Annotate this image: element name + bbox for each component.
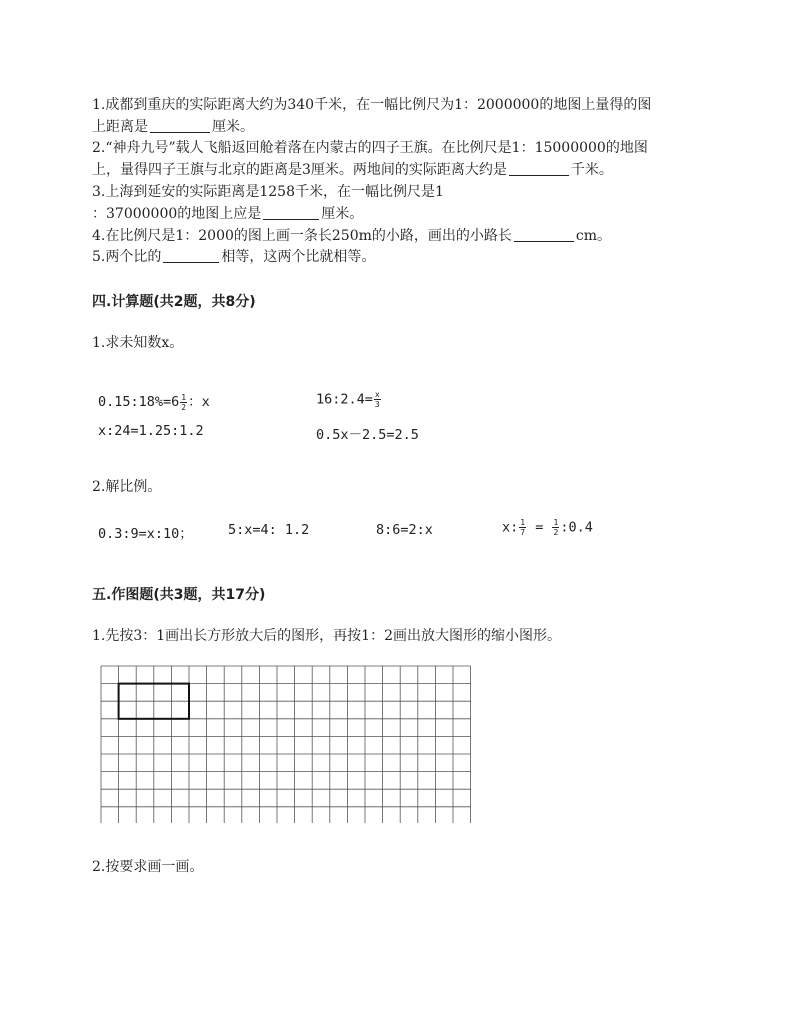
- fraction: [180, 393, 187, 412]
- q5-2-text: 2.按要求画一画。: [92, 859, 204, 875]
- proportion-4-text: x:: [502, 519, 519, 536]
- drawing-grid[interactable]: [100, 665, 474, 823]
- section-heading-calc: 四.计算题(共2题，共8分): [92, 294, 256, 310]
- q3-5-prefix: 5.两个比的: [92, 249, 162, 265]
- equation-2-text: 16:2.4=: [316, 391, 373, 408]
- q3-3-line1: 3.上海到延安的实际距离是1258千米，在一幅比例尺是1: [92, 184, 444, 200]
- fraction-numerator: x: [374, 390, 380, 399]
- answer-blank[interactable]: [163, 248, 219, 263]
- q3-2-suffix: 千米。: [570, 162, 613, 178]
- proportion-1: 0.3:9=x:10；: [98, 526, 193, 542]
- q4-2-title: 2.解比例。: [92, 479, 162, 495]
- equation-1-tail: ：x: [188, 394, 210, 410]
- answer-blank[interactable]: [263, 205, 319, 220]
- equals-sign: =: [527, 519, 552, 536]
- fraction-denominator: 7: [520, 528, 526, 537]
- q3-1-suffix: 厘米。: [212, 119, 254, 135]
- equation-1: [98, 390, 210, 412]
- q3-5-line: [92, 248, 375, 266]
- fraction: [519, 518, 526, 537]
- q3-2-prefix: 上，量得四子王旗与北京的距离是3厘米。两地间的实际距离大约是: [92, 162, 507, 178]
- answer-blank[interactable]: [514, 227, 574, 242]
- section-heading-drawing: 五.作图题(共3题，共17分): [92, 587, 266, 603]
- proportion-4-tail: :0.4: [560, 519, 593, 536]
- equation-1-text: 0.15:18%=6: [98, 394, 180, 410]
- equation-3: x:24=1.25:1.2: [98, 423, 204, 439]
- q4-1-title: 1.求未知数x。: [92, 335, 184, 351]
- q3-2-line2: [92, 161, 613, 179]
- grid-lines: [101, 666, 471, 823]
- q3-3-prefix: ：37000000的地图上应是: [92, 206, 262, 222]
- proportion-2: 5:x=4: 1.2: [228, 522, 310, 538]
- fraction-denominator: 2: [553, 528, 559, 537]
- fraction-numerator: 1: [553, 518, 559, 527]
- fraction-numerator: 1: [520, 518, 526, 527]
- q3-3-line2: [92, 205, 363, 223]
- q3-3-suffix: 厘米。: [321, 206, 364, 222]
- proportion-3: 8:6=2:x: [376, 522, 433, 538]
- q3-1-prefix: 上距离是: [92, 119, 148, 135]
- fraction-numerator: 1: [181, 392, 187, 402]
- q3-4-prefix: 4.在比例尺是1：2000的图上画一条长250m的小路，画出的小路长: [92, 228, 512, 244]
- q5-1-text: 1.先按3：1画出长方形放大后的图形，再按1：2画出放大图形的缩小图形。: [92, 628, 561, 644]
- answer-blank[interactable]: [509, 161, 569, 176]
- q3-2-line1: 2.“神舟九号”载人飞船返回舱着落在内蒙古的四子王旗。在比例尺是1：15000000的地图: [92, 140, 648, 156]
- q3-5-suffix: 相等，这两个比就相等。: [221, 249, 376, 265]
- fraction-denominator: 3: [374, 400, 380, 409]
- equation-4: 0.5x－2.5=2.5: [316, 427, 419, 443]
- fraction: [552, 518, 559, 537]
- equation-2: [316, 390, 382, 409]
- q3-1-line1: 1.成都到重庆的实际距离大约为340千米，在一幅比例尺为1：2000000的地图上量得的图: [92, 97, 652, 113]
- answer-blank[interactable]: [150, 118, 210, 133]
- q3-4-suffix: cm。: [575, 228, 612, 244]
- q3-4-line: [92, 227, 611, 245]
- fraction-denominator: 2: [181, 402, 187, 412]
- proportion-4: [502, 518, 593, 537]
- q3-1-line2: [92, 118, 254, 136]
- fraction: [374, 390, 381, 409]
